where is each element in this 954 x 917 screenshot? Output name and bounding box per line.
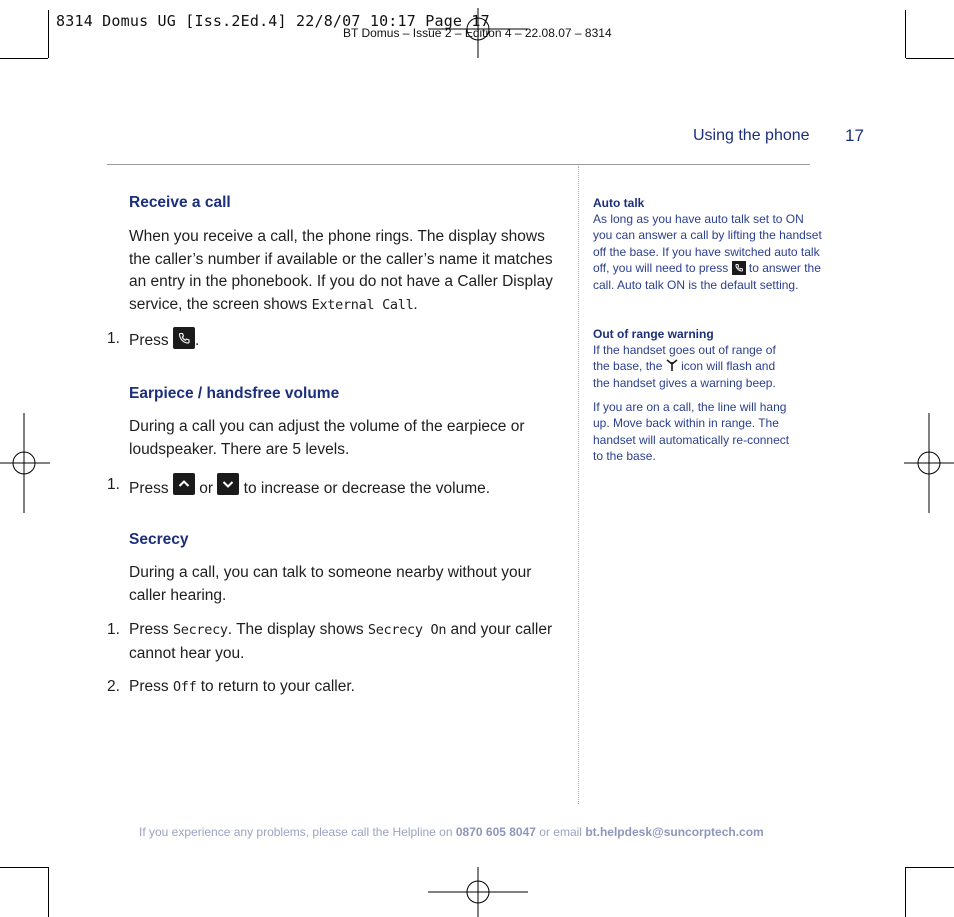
sidebar-auto-talk-text	[593, 211, 823, 293]
section-title-volume: Earpiece / handsfree volume	[129, 385, 340, 402]
section-title-receive-call: Receive a call	[129, 194, 231, 211]
step-text	[129, 473, 574, 500]
step-number: 2.	[107, 678, 120, 695]
crop-mark	[905, 867, 906, 917]
step-number: 1.	[107, 621, 120, 638]
footer-text-mid: or email	[535, 825, 586, 839]
footer-text-pre: If you experience any problems, please call the Helpline on	[139, 825, 456, 839]
page-number: 17	[845, 126, 864, 145]
auto-talk-text-a: As long as you have auto talk set to ON you can answer a call by lifting the handset off the base. If you have switched auto talk off, you will need to press	[593, 212, 822, 276]
antenna-icon	[666, 359, 678, 371]
registration-mark-bottom	[428, 867, 528, 917]
step-text-mid: . The display shows	[227, 621, 368, 638]
step-text	[129, 327, 574, 352]
step-text-post: .	[194, 332, 200, 349]
sidebar-title-auto-talk: Auto talk	[593, 196, 645, 210]
step-text-mid: or	[194, 480, 218, 497]
crop-mark	[906, 867, 954, 868]
auto-talk-text-b: to answer the call. Auto talk ON is the default setting.	[593, 261, 821, 292]
registration-mark-right	[904, 413, 954, 513]
out-of-range-text-b: icon will flash and the handset gives a warning beep.	[593, 359, 776, 390]
step-number: 1.	[107, 476, 120, 493]
step-text-post: to increase or decrease the volume.	[239, 480, 491, 497]
receive-call-text-end: .	[413, 295, 418, 313]
lcd-text-off: Off	[172, 679, 197, 695]
step-text-post: and your caller cannot hear you.	[129, 621, 553, 662]
step-text-pre: Press	[129, 678, 173, 695]
lcd-text-secrecy-on: Secrecy On	[367, 622, 447, 638]
phone-talk-icon	[173, 327, 195, 349]
crop-mark	[48, 867, 49, 917]
section-title-secrecy: Secrecy	[129, 531, 189, 548]
chevron-up-icon	[173, 473, 195, 495]
helpdesk-email[interactable]: bt.helpdesk@suncorptech.com	[585, 825, 764, 839]
header-rule	[107, 164, 810, 165]
crop-mark	[0, 867, 48, 868]
step-text	[129, 618, 574, 665]
crop-mark	[48, 10, 49, 58]
footer-helpline	[139, 825, 764, 839]
sidebar-out-of-range-text	[593, 342, 793, 391]
page-header-title: Using the phone	[693, 127, 810, 144]
sidebar-title-out-of-range: Out of range warning	[593, 327, 714, 341]
crop-mark	[905, 10, 906, 58]
receive-call-text: When you receive a call, the phone rings. The display shows the caller’s number if available or the caller’s name it matches an entry in the phonebook. If you do not have a Caller Display service, the screen shows	[129, 228, 553, 313]
secrecy-paragraph: During a call, you can talk to someone nearby without your caller hearing.	[129, 564, 532, 604]
chevron-down-icon	[217, 473, 239, 495]
receive-call-paragraph	[129, 226, 569, 316]
out-of-range-text-a: If the handset goes out of range of the base, the	[593, 343, 776, 374]
step-text-post: to return to your caller.	[196, 678, 355, 695]
lcd-text-external-call: External Call	[311, 296, 414, 313]
registration-mark-left	[0, 413, 50, 513]
phone-talk-icon	[732, 261, 746, 275]
lcd-text-secrecy: Secrecy	[172, 622, 228, 638]
print-slug: 8314 Domus UG [Iss.2Ed.4] 22/8/07 10:17 Page 17	[56, 12, 490, 30]
helpline-phone: 0870 605 8047	[455, 825, 536, 839]
step-text	[129, 675, 574, 699]
step-number: 1.	[107, 330, 120, 347]
crop-mark	[0, 58, 48, 59]
column-divider	[578, 166, 579, 804]
step-text-pre: Press	[129, 621, 173, 638]
crop-mark	[906, 58, 954, 59]
print-slug-edition: BT Domus – Issue 2 – Edition 4 – 22.08.07 – 8314	[343, 26, 612, 40]
volume-paragraph: During a call you can adjust the volume of the earpiece or loudspeaker. There are 5 levels.	[129, 418, 525, 458]
step-text-pre: Press	[129, 332, 173, 349]
step-text-pre: Press	[129, 480, 173, 497]
sidebar-out-of-range-text-2: If you are on a call, the line will hang up. Move back within in range. The handset will automatically re-connect to the base.	[593, 400, 790, 464]
